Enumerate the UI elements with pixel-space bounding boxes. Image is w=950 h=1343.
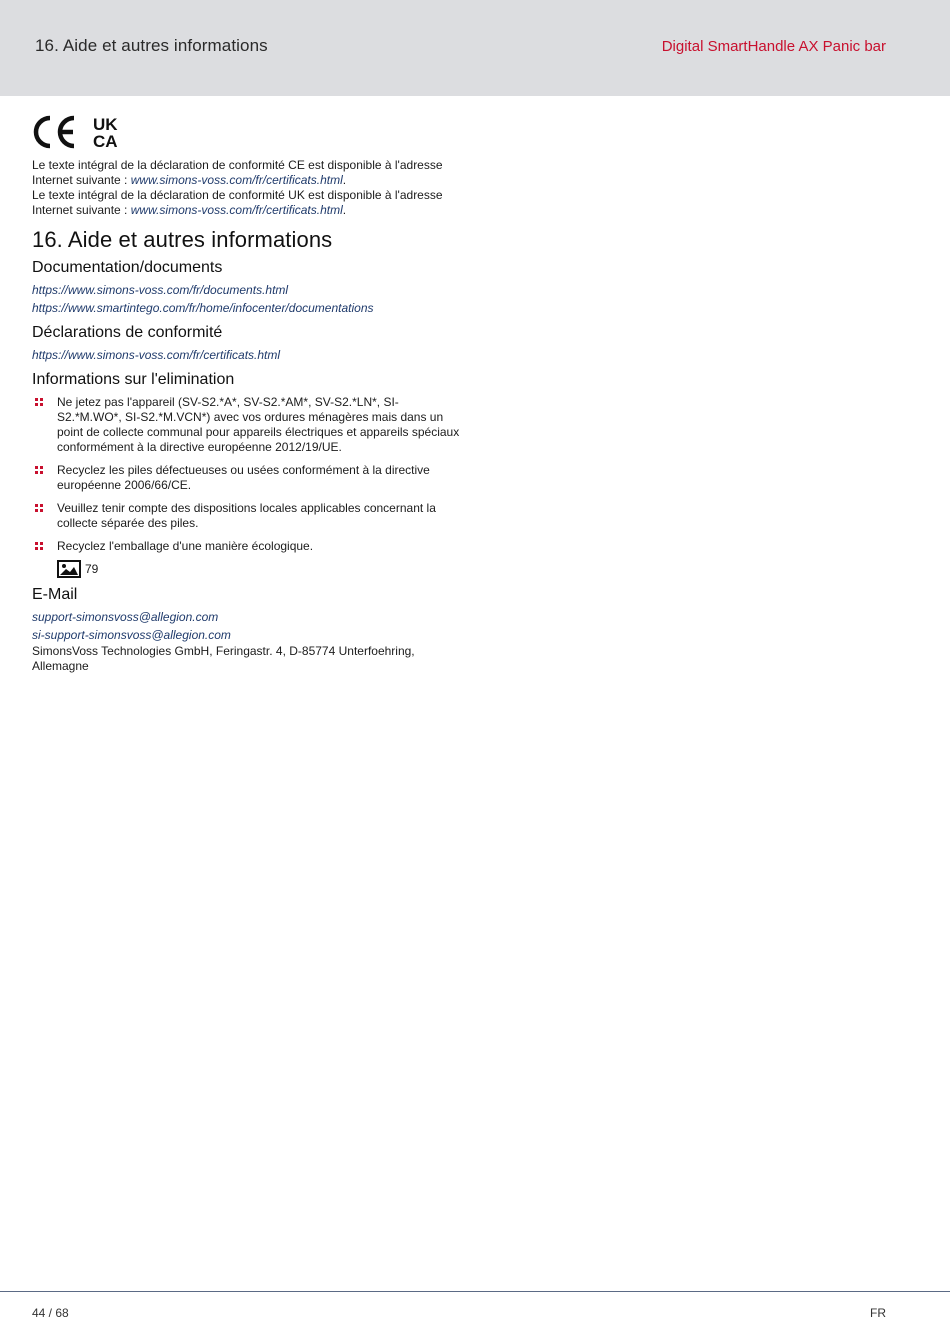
ukca-mark-icon xyxy=(92,115,128,149)
ukca-line1: UK xyxy=(93,115,118,134)
header-section-title: 16. Aide et autres informations xyxy=(35,36,268,55)
list-item xyxy=(32,463,462,493)
documentation-link-1[interactable]: https://www.simons-voss.com/fr/documents.html xyxy=(32,283,289,297)
ce-mark-icon xyxy=(32,115,78,149)
disposal-list xyxy=(32,395,462,554)
red-bullet-icon xyxy=(35,504,43,512)
declarations-link[interactable]: https://www.simons-voss.com/fr/certificats.html xyxy=(32,348,281,362)
list-item xyxy=(32,501,462,531)
page-content xyxy=(32,112,462,674)
figure-reference[interactable] xyxy=(32,560,462,578)
email-link-si-support[interactable]: si-support-simonsvoss@allegion.com xyxy=(32,628,231,642)
figure-number: 79 xyxy=(85,562,99,576)
list-item xyxy=(32,395,462,455)
email-link-support[interactable]: support-simonsvoss@allegion.com xyxy=(32,610,219,624)
uk-conformity-text xyxy=(32,188,462,218)
ce-conformity-link[interactable]: www.simons-voss.com/fr/certificats.html xyxy=(130,173,343,187)
ce-period: . xyxy=(342,173,347,187)
image-icon xyxy=(57,560,81,578)
ce-conformity-text xyxy=(32,158,462,188)
language-code: FR xyxy=(870,1306,886,1320)
certification-marks xyxy=(32,112,462,152)
red-bullet-icon xyxy=(35,542,43,550)
ce-conformity-label: Le texte intégral de la déclaration de conformité CE est disponible à l'adresse Internet suivante : xyxy=(32,158,443,187)
uk-period: . xyxy=(342,203,347,217)
red-bullet-icon xyxy=(35,398,43,406)
page-number: 44 / 68 xyxy=(32,1306,69,1320)
documentation-link-2[interactable]: https://www.smartintego.com/fr/home/infocenter/documentations xyxy=(32,301,374,315)
disposal-item-text: Recyclez l'emballage d'une manière écologique. xyxy=(57,539,314,553)
documentation-heading: Documentation/documents xyxy=(32,259,223,276)
uk-conformity-label: Le texte intégral de la déclaration de conformité UK est disponible à l'adresse Internet suivante : xyxy=(32,188,443,217)
declarations-heading: Déclarations de conformité xyxy=(32,324,223,341)
red-bullet-icon xyxy=(35,466,43,474)
email-heading: E-Mail xyxy=(32,586,78,603)
disposal-item-text: Recyclez les piles défectueuses ou usées conformément à la directive européenne 2006/66/CE. xyxy=(57,463,430,492)
disposal-item-text: Ne jetez pas l'appareil (SV-S2.*A*, SV-S2.*AM*, SV-S2.*LN*, SI-S2.*M.WO*, SI-S2.*M.VCN*) avec vos ordures ménagères mais dans un point de collecte communal pour appareils électriques et appareils spéciaux conformément à la directive européenne 2012/19/UE. xyxy=(57,395,460,454)
disposal-item-text: Veuillez tenir compte des dispositions locales applicables concernant la collecte séparée des piles. xyxy=(57,501,436,530)
header-product-name: Digital SmartHandle AX Panic bar xyxy=(661,38,886,55)
footer-divider xyxy=(0,1291,950,1292)
disposal-heading: Informations sur l'elimination xyxy=(32,371,235,388)
ukca-line2: CA xyxy=(93,132,118,149)
page-header xyxy=(0,0,950,96)
company-address: SimonsVoss Technologies GmbH, Feringastr. 4, D-85774 Unterfoehring, Allemagne xyxy=(32,644,415,673)
uk-conformity-link[interactable]: www.simons-voss.com/fr/certificats.html xyxy=(130,203,343,217)
list-item xyxy=(32,539,462,554)
section-title: 16. Aide et autres informations xyxy=(32,227,333,252)
